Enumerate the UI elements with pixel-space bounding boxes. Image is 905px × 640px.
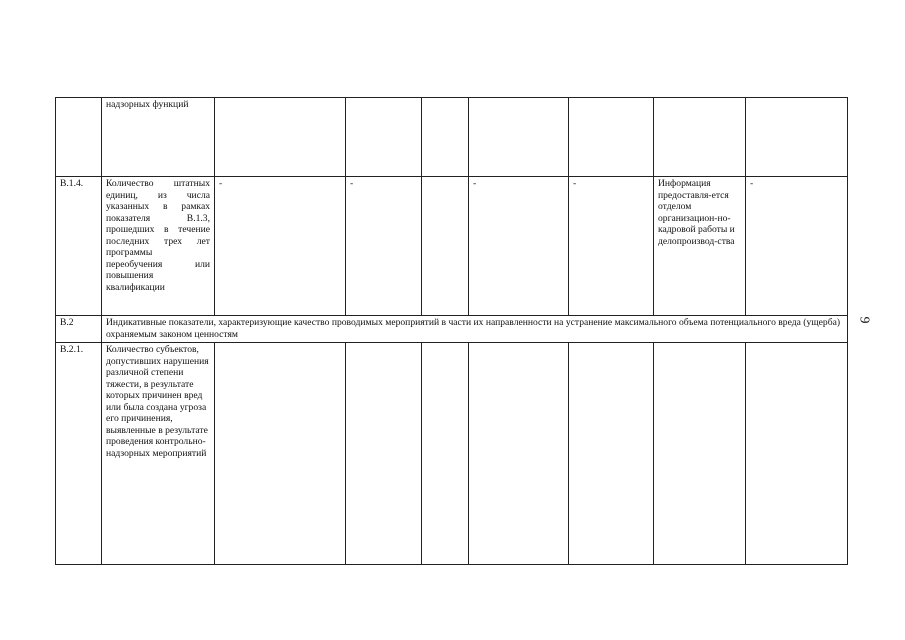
cell-name xyxy=(102,177,215,316)
indicator-code: В.2.1. xyxy=(60,344,84,355)
cell-empty xyxy=(422,177,469,316)
dash-value: - xyxy=(750,178,754,189)
cell-num xyxy=(56,98,102,177)
table-row-b2 xyxy=(56,316,848,343)
cell-num xyxy=(56,316,102,343)
cell-num xyxy=(56,343,102,565)
cell-value xyxy=(469,177,569,316)
dash-value: - xyxy=(473,178,477,189)
section-code: В.2 xyxy=(60,317,74,328)
cell-empty xyxy=(215,343,346,565)
cell-empty xyxy=(469,343,569,565)
cell-empty xyxy=(469,98,569,177)
indicator-name-text: надзорных функций xyxy=(106,99,189,110)
dash-value: - xyxy=(573,178,577,189)
cell-empty xyxy=(569,98,654,177)
table-row-top xyxy=(56,98,848,177)
cell-empty xyxy=(746,98,848,177)
cell-empty xyxy=(569,343,654,565)
cell-section-title xyxy=(102,316,848,343)
cell-empty xyxy=(654,98,746,177)
dash-value: - xyxy=(350,178,354,189)
cell-source xyxy=(654,177,746,316)
cell-value xyxy=(569,177,654,316)
indicator-name-text: Количество штатных единиц, из числа указанных в рамках показателя В.1.3, прошедших в течение последних трех лет программы переобучения или повышения квалификации xyxy=(106,178,210,293)
cell-num xyxy=(56,177,102,316)
cell-name xyxy=(102,98,215,177)
cell-empty xyxy=(654,343,746,565)
dash-value: - xyxy=(219,178,223,189)
indicator-name-text: Количество субъектов, допустивших нарушения различной степени тяжести, в результате которых причинен вред или была создана угроза его причинения, выявленные в результате проведения контрольно-надзорных мероприятий xyxy=(106,344,209,459)
cell-value xyxy=(215,177,346,316)
cell-empty xyxy=(215,98,346,177)
section-title-text: Индикативные показатели, характеризующие качество проводимых мероприятий в части их направленности на устранение максимального объема потенциального вреда (ущерба) охраняемым законом ценностям xyxy=(106,317,841,340)
cell-value xyxy=(346,177,422,316)
table-row-b21 xyxy=(56,343,848,565)
indicators-table xyxy=(55,97,848,565)
page-number: 9 xyxy=(856,316,872,324)
cell-empty xyxy=(346,343,422,565)
cell-empty xyxy=(422,98,469,177)
info-source-text: Информация предоставля-ется отделом организацион-но-кадровой работы и делопроизвод-ства xyxy=(658,178,735,247)
cell-empty xyxy=(746,343,848,565)
cell-empty xyxy=(346,98,422,177)
cell-value xyxy=(746,177,848,316)
cell-name xyxy=(102,343,215,565)
cell-empty xyxy=(422,343,469,565)
table-row-b14 xyxy=(56,177,848,316)
indicator-code: В.1.4. xyxy=(60,178,84,189)
